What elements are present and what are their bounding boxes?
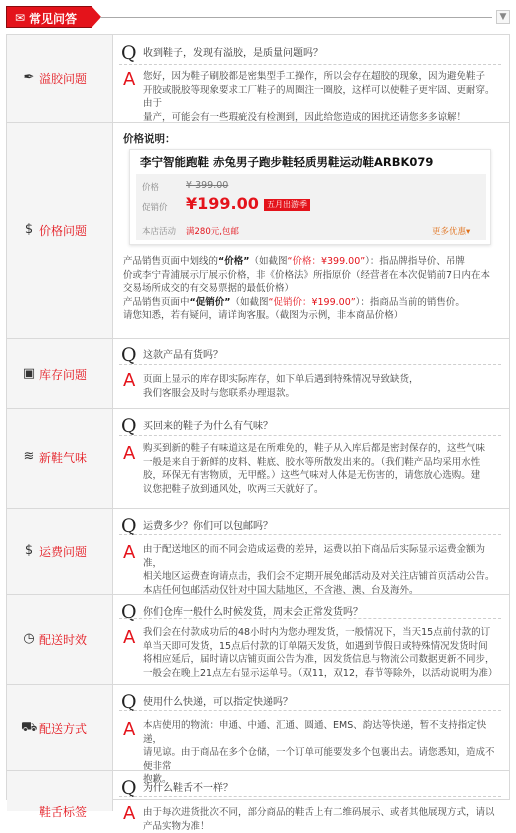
question-marker: Q: [121, 416, 137, 436]
answer-line: 胶，环保无有害物质，无甲醛。）这些气味对人体是无伤害的，请您放心选购。建: [143, 469, 503, 483]
answer-text: [143, 806, 503, 833]
smell-waves-icon: ≋: [21, 449, 37, 465]
category-label: 溢胶问题: [39, 70, 87, 87]
answer-marker: A: [123, 70, 135, 90]
qa-divider: [119, 435, 501, 436]
faq-row-glue: [7, 35, 509, 123]
answer-line: 由于配送地区的而不同会造成运费的差异，运费以拍下商品后实际显示运费金额为准，: [143, 543, 503, 570]
question-text: 收到鞋子，发现有溢胶，是质量问题吗？: [143, 47, 323, 61]
header-divider: [100, 17, 492, 18]
question-text: 你们仓库一般什么时候发货，周末会正常发货吗？: [143, 606, 363, 620]
answer-text: [143, 70, 503, 124]
answer-marker: A: [123, 628, 135, 648]
answer-text: [143, 442, 503, 496]
clock-icon: ◷: [21, 631, 37, 647]
question-text: 运费多少？你们可以包邮吗？: [143, 520, 273, 534]
price-line: 价或李宁青浦展示厅展示价格，非《价格法》所指原价（经营者在本次促销前7日内在本: [123, 269, 505, 283]
answer-line: 本店使用的物流：申通、中通、汇通、圆通、EMS、韵达等快递，暂不支持指定快递，: [143, 719, 503, 746]
answer-line: 请见谅。由于商品在多个仓储，一个订单可能要发多个包裹出去。请您悉知，造成不便非常: [143, 746, 503, 773]
answer-line: 量产，可能会有一些瑕疵没有检测到，因此给您造成的困扰还请您多多谅解！: [143, 111, 503, 125]
answer-line: 页面上显示的库存即实际库存，如下单后遇到特殊情况导致缺货，: [143, 373, 503, 387]
price-line: 产品销售页面中划线的“价格”（如截图“价格：¥399.00”）：指品牌指导价、吊牌: [123, 255, 505, 269]
answer-line: 我们会在付款成功后的48小时内为您办理发货，一般情况下，当天15点前付款的订: [143, 626, 503, 640]
category-cell: [7, 771, 113, 811]
question-marker: Q: [121, 516, 137, 536]
faq-header: [0, 0, 516, 34]
money-bag-icon: $: [21, 543, 37, 559]
glue-gun-icon: ✒: [21, 70, 37, 86]
qa-divider: [119, 534, 501, 535]
answer-line: 由于每次进货批次不同，部分商品的鞋舌上有二维码展示、或者其他展现方式，请以: [143, 806, 503, 820]
orig-price-label: 价格: [142, 181, 159, 193]
faq-table: [6, 34, 510, 800]
category-cell: [7, 409, 113, 508]
question-text: 使用什么快递，可以指定快递吗？: [143, 696, 293, 710]
answer-line: 您好，因为鞋子刷胶都是密集型手工操作，所以会存在超胶的现象，因为避免鞋子: [143, 70, 503, 84]
faq-title: 常见问答: [29, 10, 77, 27]
question-text: 为什么鞋舌不一样？: [143, 782, 233, 796]
answer-line: 一般会在晚上21点左右显示运单号。（双11，双12，春节等除外，以活动说明为准）: [143, 667, 503, 681]
qa-divider: [119, 710, 501, 711]
speech-bubble-icon: ✉: [13, 11, 27, 25]
product-price-card: [129, 149, 491, 245]
faq-row-smell: [7, 409, 509, 509]
store-activity-label: 本店活动: [142, 225, 176, 237]
faq-row-delivery-time: [7, 595, 509, 685]
more-offers-link[interactable]: 更多优惠▾: [432, 225, 470, 237]
faq-row-stock: [7, 339, 509, 409]
price-description: [123, 255, 505, 323]
faq-row-tongue: [7, 771, 509, 811]
answer-marker: A: [123, 444, 135, 464]
answer-line: 购买到新的鞋子有味道这是在所难免的，鞋子从入库后都是密封保存的，这些气味: [143, 442, 503, 456]
question-marker: Q: [121, 778, 137, 798]
question-text: 买回来的鞋子为什么有气味？: [143, 420, 273, 434]
faq-row-price: [7, 123, 509, 339]
collapse-chevron-icon[interactable]: ▼: [496, 10, 510, 24]
qa-divider: [119, 796, 501, 797]
question-marker: Q: [121, 692, 137, 712]
answer-marker: A: [123, 543, 135, 563]
answer-line: 我们客服会及时与您联系办理退款。: [143, 387, 503, 401]
faq-title-tab: [6, 6, 92, 28]
store-activity-value: 满280元,包邮: [186, 225, 239, 237]
answer-text: [143, 543, 503, 597]
question-marker: Q: [121, 43, 137, 63]
answer-text: [143, 373, 503, 400]
price-panel: [136, 174, 486, 240]
category-cell: [7, 123, 113, 338]
price-line: 交易场所成交的有交易票据的最低价格）: [123, 282, 505, 296]
answer-line: 产品实物为准！: [143, 820, 503, 833]
answer-line: 相关地区运费查询请点击，我们会不定期开展免邮活动及对关注店铺首页活动公告。: [143, 570, 503, 584]
qa-divider: [119, 364, 501, 365]
category-label: 配送方式: [39, 720, 87, 737]
category-label: 配送时效: [39, 631, 87, 648]
answer-line: 一般是来自于新鲜的皮料、鞋底、胶水等所散发出来的。（我们鞋产品均采用水性: [143, 456, 503, 470]
hand-truck-icon: ⛟: [21, 720, 37, 736]
category-label: 库存问题: [39, 366, 87, 383]
promo-badge: 五月出游季: [264, 199, 310, 211]
category-label: 鞋舌标签: [39, 803, 87, 820]
answer-text: [143, 626, 503, 680]
category-label: 运费问题: [39, 543, 87, 560]
category-cell: [7, 35, 113, 122]
answer-line: 抱歉。: [143, 773, 503, 787]
answer-line: 议您把鞋子放到通风处，吹两三天就好了。: [143, 483, 503, 497]
promo-price-value: ¥199.00: [186, 194, 259, 213]
category-cell: [7, 509, 113, 594]
answer-line: 开胶或脱胶等现象要求工厂鞋子的周圈注一圈胶，这样可以使鞋子更牢固、更耐穿。由于: [143, 84, 503, 111]
price-line: 请您知悉，若有疑问，请详询客服。（截图为示例，非本商品价格）: [123, 309, 505, 323]
category-label: 新鞋气味: [39, 449, 87, 466]
category-cell: [7, 595, 113, 684]
money-bag-icon: $: [21, 222, 37, 238]
answer-line: 单当天即可发货，15点后付款的订单隔天发货，如遇到节假日或特殊情况发货时间: [143, 640, 503, 654]
answer-line: 将相应延后，届时请以店铺页面公告为准，因发货信息与物流公司数据更新不同步，: [143, 653, 503, 667]
category-cell: [7, 339, 113, 408]
question-text: 这款产品有货吗？: [143, 349, 223, 363]
orig-price-value: ¥ 399.00: [186, 180, 228, 191]
qa-divider: [119, 64, 501, 65]
price-line: 产品销售页面中“促销价”（如截图“促销价：¥199.00”）：指商品当前的销售价。: [123, 296, 505, 310]
answer-line: 本店任何包邮活动仅针对中国大陆地区，不含港、澳、台及海外。: [143, 584, 503, 598]
answer-marker: A: [123, 371, 135, 391]
price-explanation-heading: 价格说明：: [123, 131, 176, 146]
answer-marker: A: [123, 720, 135, 740]
category-label: 价格问题: [39, 222, 87, 239]
question-marker: Q: [121, 602, 137, 622]
faq-row-shipping-fee: [7, 509, 509, 595]
answer-marker: A: [123, 804, 135, 824]
qa-divider: [119, 618, 501, 619]
promo-price-label: 促销价: [142, 201, 168, 213]
faq-row-delivery-method: [7, 685, 509, 771]
category-cell: [7, 685, 113, 770]
question-marker: Q: [121, 345, 137, 365]
product-title: 李宁智能跑鞋 赤兔男子跑步鞋轻质男鞋运动鞋ARBK079: [140, 154, 433, 170]
safe-box-icon: ▣: [21, 366, 37, 382]
